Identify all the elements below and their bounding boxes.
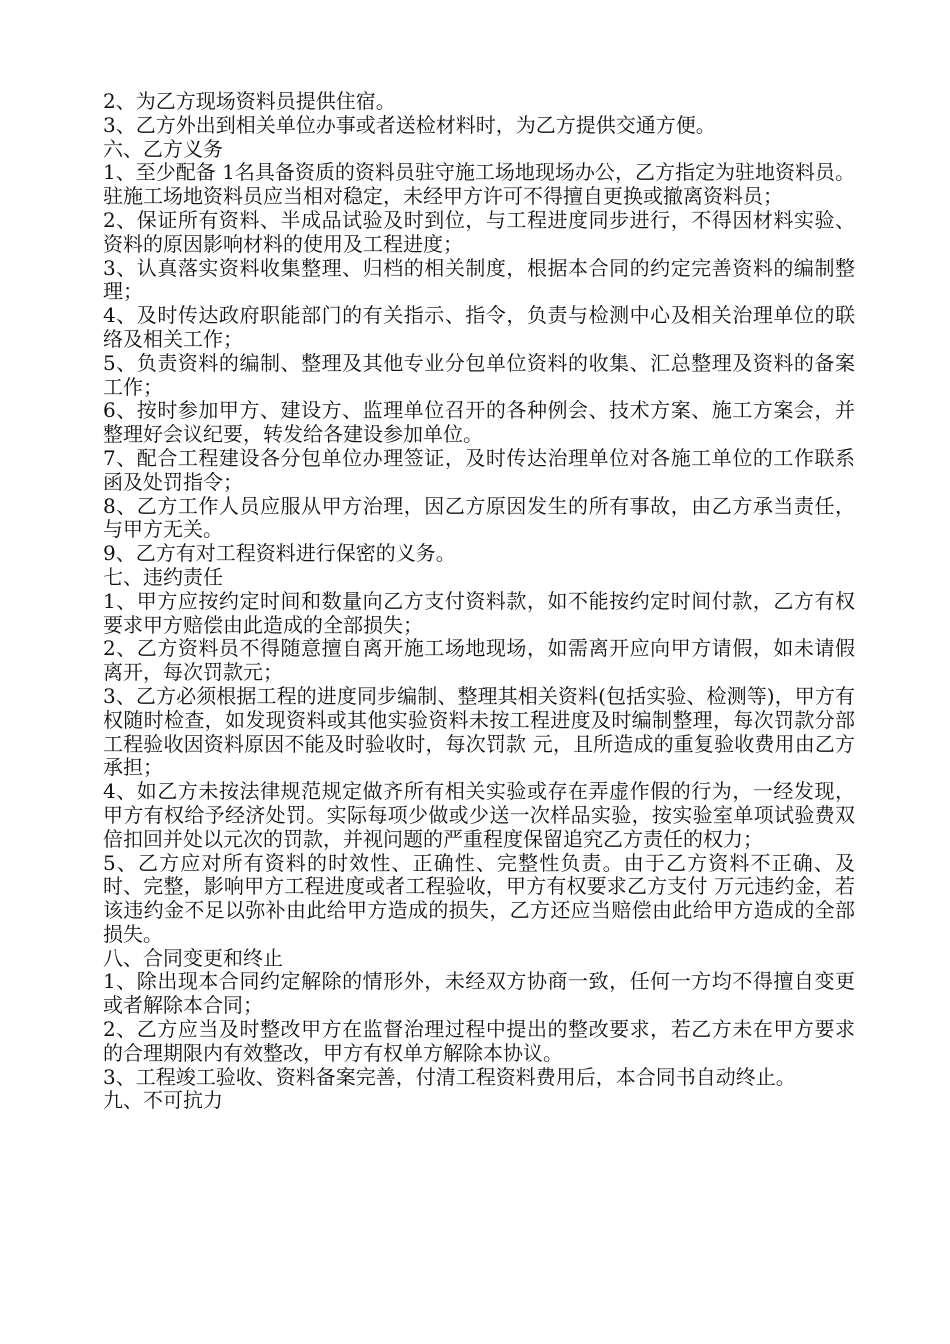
- list-item: 8、乙方工作人员应服从甲方治理，因乙方原因发生的所有事故，由乙方承当责任，与甲方无关。: [103, 493, 855, 542]
- list-item: 2、为乙方现场资料员提供住宿。: [103, 89, 396, 113]
- list-item: 3、工程竣工验收、资料备案完善，付清工程资料费用后，本合同书自动终止。: [103, 1064, 796, 1089]
- list-item: 3、乙方必须根据工程的进度同步编制、整理其相关资料(包括实验、检测等)，甲方有权随时检查，如发现资料或其他实验资料未按工程进度及时编制整理，每次罚款分部工程验收因资料原因不能及时验收时，每次罚款 元，且所造成的重复验收费用由乙方承担；: [103, 683, 855, 780]
- list-item: 1、至少配备 1名具备资质的资料员驻守施工场地现场办公，乙方指定为驻地资料员。驻施工场地资料员应当相对稳定，未经甲方许可不得擅自更换或撤离资料员；: [103, 160, 855, 209]
- list-item: 9、乙方有对工程资料进行保密的义务。: [103, 541, 456, 566]
- section-heading: 九、不可抗力: [103, 1088, 223, 1113]
- list-item: 1、除出现本合同约定解除的情形外，未经双方协商一致，任何一方均不得擅自变更或者解除本合同；: [103, 969, 855, 1018]
- list-item: 3、认真落实资料收集整理、归档的相关制度，根据本合同的约定完善资料的编制整理；: [103, 255, 855, 304]
- list-item: 2、乙方资料员不得随意擅自离开施工场地现场，如需离开应向甲方请假，如未请假离开，每次罚款元；: [103, 636, 855, 685]
- list-item: 4、及时传达政府职能部门的有关指示、指令，负责与检测中心及相关治理单位的联络及相关工作；: [103, 303, 855, 351]
- list-item: 2、保证所有资料、半成品试验及时到位，与工程进度同步进行，不得因材料实验、资料的原因影响材料的使用及工程进度；: [103, 207, 855, 256]
- list-item: 3、乙方外出到相关单位办事或者送检材料时，为乙方提供交通方便。: [103, 112, 716, 137]
- list-item: 4、如乙方未按法律规范规定做齐所有相关实验或存在弄虚作假的行为，一经发现，甲方有权给予经济处罚。实际每项少做或少送一次样品实验，按实验室单项试验费双倍扣回并处以元次的罚款，并视问题的严重程度保留追究乙方责任的权力；: [103, 779, 855, 851]
- section-heading: 八、合同变更和终止: [103, 945, 283, 970]
- section-heading: 七、违约责任: [103, 564, 223, 589]
- list-item: 5、负责资料的编制、整理及其他专业分包单位资料的收集、汇总整理及资料的备案工作；: [103, 350, 855, 399]
- list-item: 6、按时参加甲方、建设方、监理单位召开的各种例会、技术方案、施工方案会，并整理好会议纪要，转发给各建设参加单位。: [103, 398, 855, 447]
- list-item: 5、乙方应对所有资料的时效性、正确性、完整性负责。由于乙方资料不正确、及时、完整，影响甲方工程进度或者工程验收，甲方有权要求乙方支付 万元违约金，若该违约金不足以弥补由此给甲方造成的损失，乙方还应当赔偿由此给甲方造成的全部损失。: [103, 850, 855, 946]
- list-item: 1、甲方应按约定时间和数量向乙方支付资料款，如不能按约定时间付款，乙方有权要求甲方赔偿由此造成的全部损失；: [103, 588, 855, 637]
- document-page: [103, 90, 855, 1113]
- list-item: 2、乙方应当及时整改甲方在监督治理过程中提出的整改要求，若乙方未在甲方要求的合理期限内有效整改，甲方有权单方解除本协议。: [103, 1017, 855, 1065]
- list-item: 7、配合工程建设各分包单位办理签证，及时传达治理单位对各施工单位的工作联系函及处罚指令；: [103, 445, 855, 494]
- section-heading: 六、乙方义务: [103, 136, 223, 161]
